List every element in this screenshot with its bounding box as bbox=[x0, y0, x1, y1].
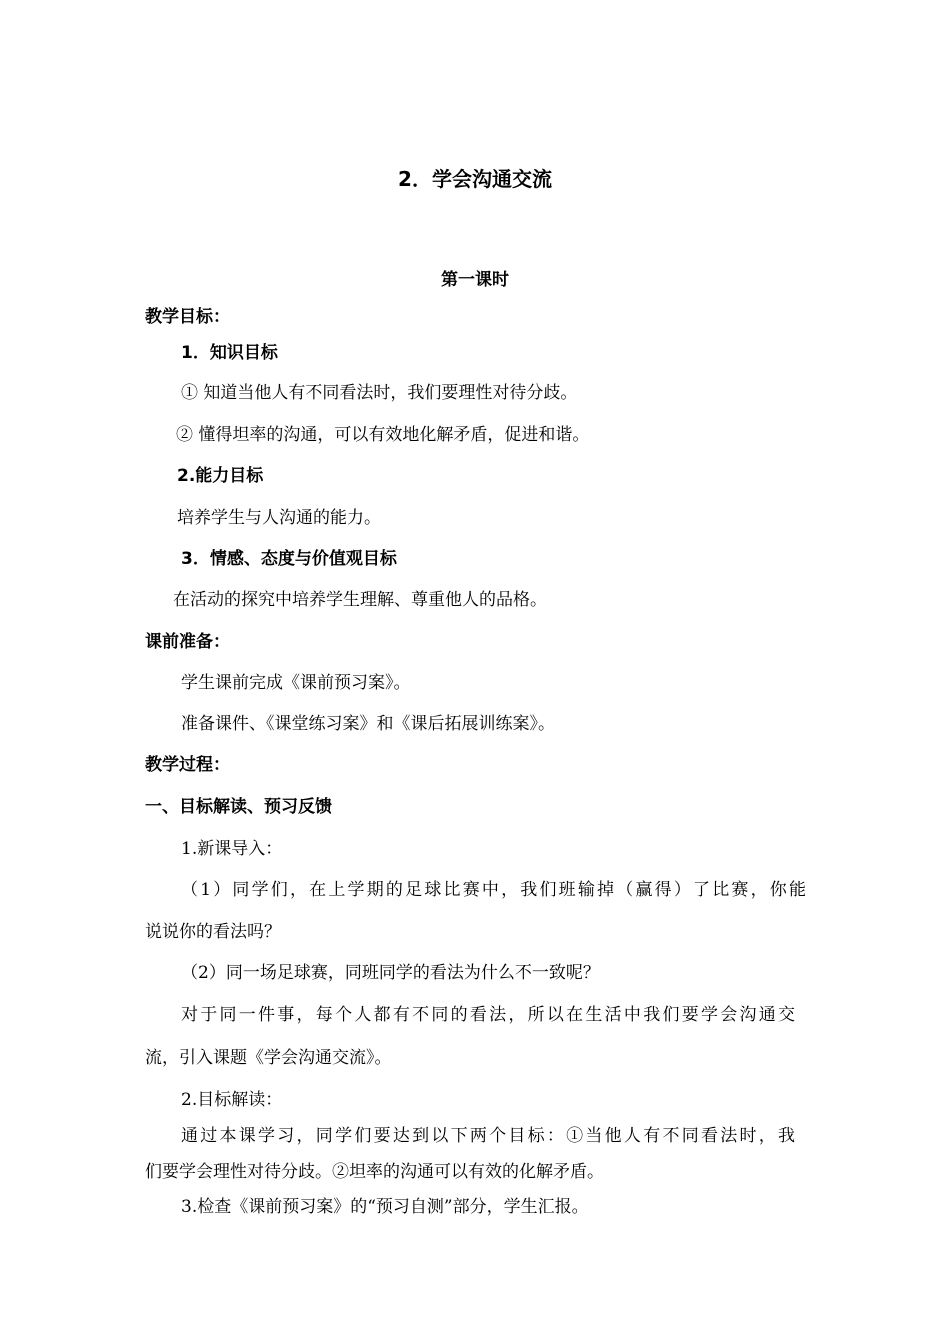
lesson-subtitle: 第一课时 bbox=[441, 270, 509, 290]
question-1-line-2: 说说你的看法吗？ bbox=[145, 922, 281, 942]
question-2: （2）同一场足球赛，同班同学的看法为什么不一致呢？ bbox=[181, 963, 600, 983]
summary-line-1: 对于同一件事，每个人都有不同的看法，所以在生活中我们要学会沟通交 bbox=[181, 1005, 795, 1025]
question-1-line-1: （1）同学们，在上学期的足球比赛中，我们班输掉（赢得）了比赛，你能 bbox=[181, 880, 806, 900]
goal-reading-line-1: 通过本课学习，同学们要达到以下两个目标：①当他人有不同看法时，我 bbox=[181, 1126, 795, 1146]
intro-heading: 1.新课导入： bbox=[181, 839, 283, 859]
emotion-goal-heading: 3．情感、态度与价值观目标 bbox=[181, 549, 397, 569]
prep-heading: 课前准备： bbox=[145, 632, 230, 652]
emotion-goal-text: 在活动的探究中培养学生理解、尊重他人的品格。 bbox=[173, 590, 547, 610]
goals-heading: 教学目标： bbox=[145, 307, 230, 327]
preview-check-item: 3.检查《课前预习案》的“预习自测”部分，学生汇报。 bbox=[181, 1197, 589, 1217]
knowledge-goal-heading: 1．知识目标 bbox=[181, 343, 278, 363]
ability-goal-heading: 2.能力目标 bbox=[177, 466, 264, 486]
process-heading: 教学过程： bbox=[145, 755, 230, 775]
goal-reading-heading: 2.目标解读： bbox=[181, 1090, 283, 1110]
section-1-heading: 一、目标解读、预习反馈 bbox=[145, 797, 332, 817]
prep-item-1: 学生课前完成《课前预习案》。 bbox=[181, 673, 411, 693]
ability-goal-text: 培养学生与人沟通的能力。 bbox=[177, 508, 381, 528]
document-title: 2．学会沟通交流 bbox=[398, 167, 552, 191]
prep-item-2: 准备课件、《课堂练习案》和《课后拓展训练案》。 bbox=[181, 714, 555, 734]
summary-line-2: 流，引入课题《学会沟通交流》。 bbox=[145, 1048, 392, 1068]
knowledge-goal-item-1: ① 知道当他人有不同看法时，我们要理性对待分歧。 bbox=[181, 383, 578, 403]
knowledge-goal-item-2: ② 懂得坦率的沟通，可以有效地化解矛盾，促进和谐。 bbox=[176, 425, 590, 445]
goal-reading-line-2: 们要学会理性对待分歧。②坦率的沟通可以有效的化解矛盾。 bbox=[145, 1162, 604, 1182]
